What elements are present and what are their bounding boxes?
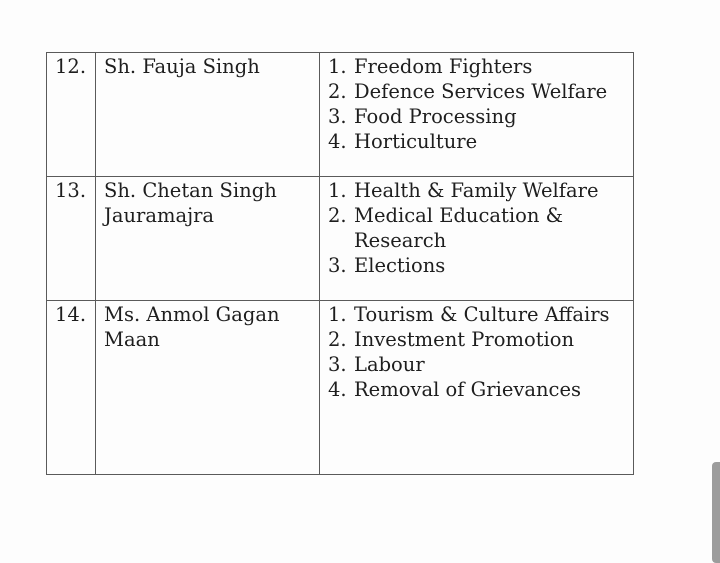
- department-number: 1.: [328, 303, 347, 326]
- department-label: Defence Services Welfare: [354, 80, 608, 103]
- serial-number: 14.: [47, 301, 96, 475]
- department-item: [328, 377, 633, 402]
- department-item: [328, 253, 633, 278]
- department-item: [328, 129, 633, 154]
- serial-number: 13.: [47, 177, 96, 301]
- department-label: Freedom Fighters: [354, 55, 533, 78]
- department-number: 4.: [328, 378, 347, 401]
- department-item: [328, 203, 633, 253]
- department-number: 2.: [328, 80, 347, 103]
- table-row: [47, 177, 634, 301]
- department-item: [328, 178, 633, 203]
- department-number: 3.: [328, 353, 347, 376]
- department-label: Medical Education & Research: [354, 204, 563, 252]
- departments-cell: [320, 177, 634, 301]
- department-label: Removal of Grievances: [354, 378, 582, 401]
- department-number: 3.: [328, 254, 347, 277]
- department-number: 4.: [328, 130, 347, 153]
- department-label: Health & Family Welfare: [354, 179, 599, 202]
- department-item: [328, 54, 633, 79]
- department-number: 1.: [328, 179, 347, 202]
- departments-cell: [320, 53, 634, 177]
- department-number: 2.: [328, 204, 347, 227]
- department-label: Tourism & Culture Affairs: [354, 303, 610, 326]
- serial-number: 12.: [47, 53, 96, 177]
- department-number: 1.: [328, 55, 347, 78]
- department-item: [328, 79, 633, 104]
- department-label: Investment Promotion: [354, 328, 575, 351]
- vertical-scrollbar[interactable]: [712, 462, 720, 563]
- department-label: Food Processing: [354, 105, 517, 128]
- department-item: [328, 302, 633, 327]
- department-item: [328, 104, 633, 129]
- table-row: [47, 53, 634, 177]
- department-number: 2.: [328, 328, 347, 351]
- minister-name: Sh. Chetan Singh Jauramajra: [96, 177, 320, 301]
- department-label: Elections: [354, 254, 446, 277]
- minister-name: Ms. Anmol Gagan Maan: [96, 301, 320, 475]
- portfolio-table: [46, 52, 634, 475]
- department-label: Labour: [354, 353, 425, 376]
- department-number: 3.: [328, 105, 347, 128]
- minister-name: Sh. Fauja Singh: [96, 53, 320, 177]
- table-row: [47, 301, 634, 475]
- departments-cell: [320, 301, 634, 475]
- department-label: Horticulture: [354, 130, 478, 153]
- department-item: [328, 327, 633, 352]
- department-item: [328, 352, 633, 377]
